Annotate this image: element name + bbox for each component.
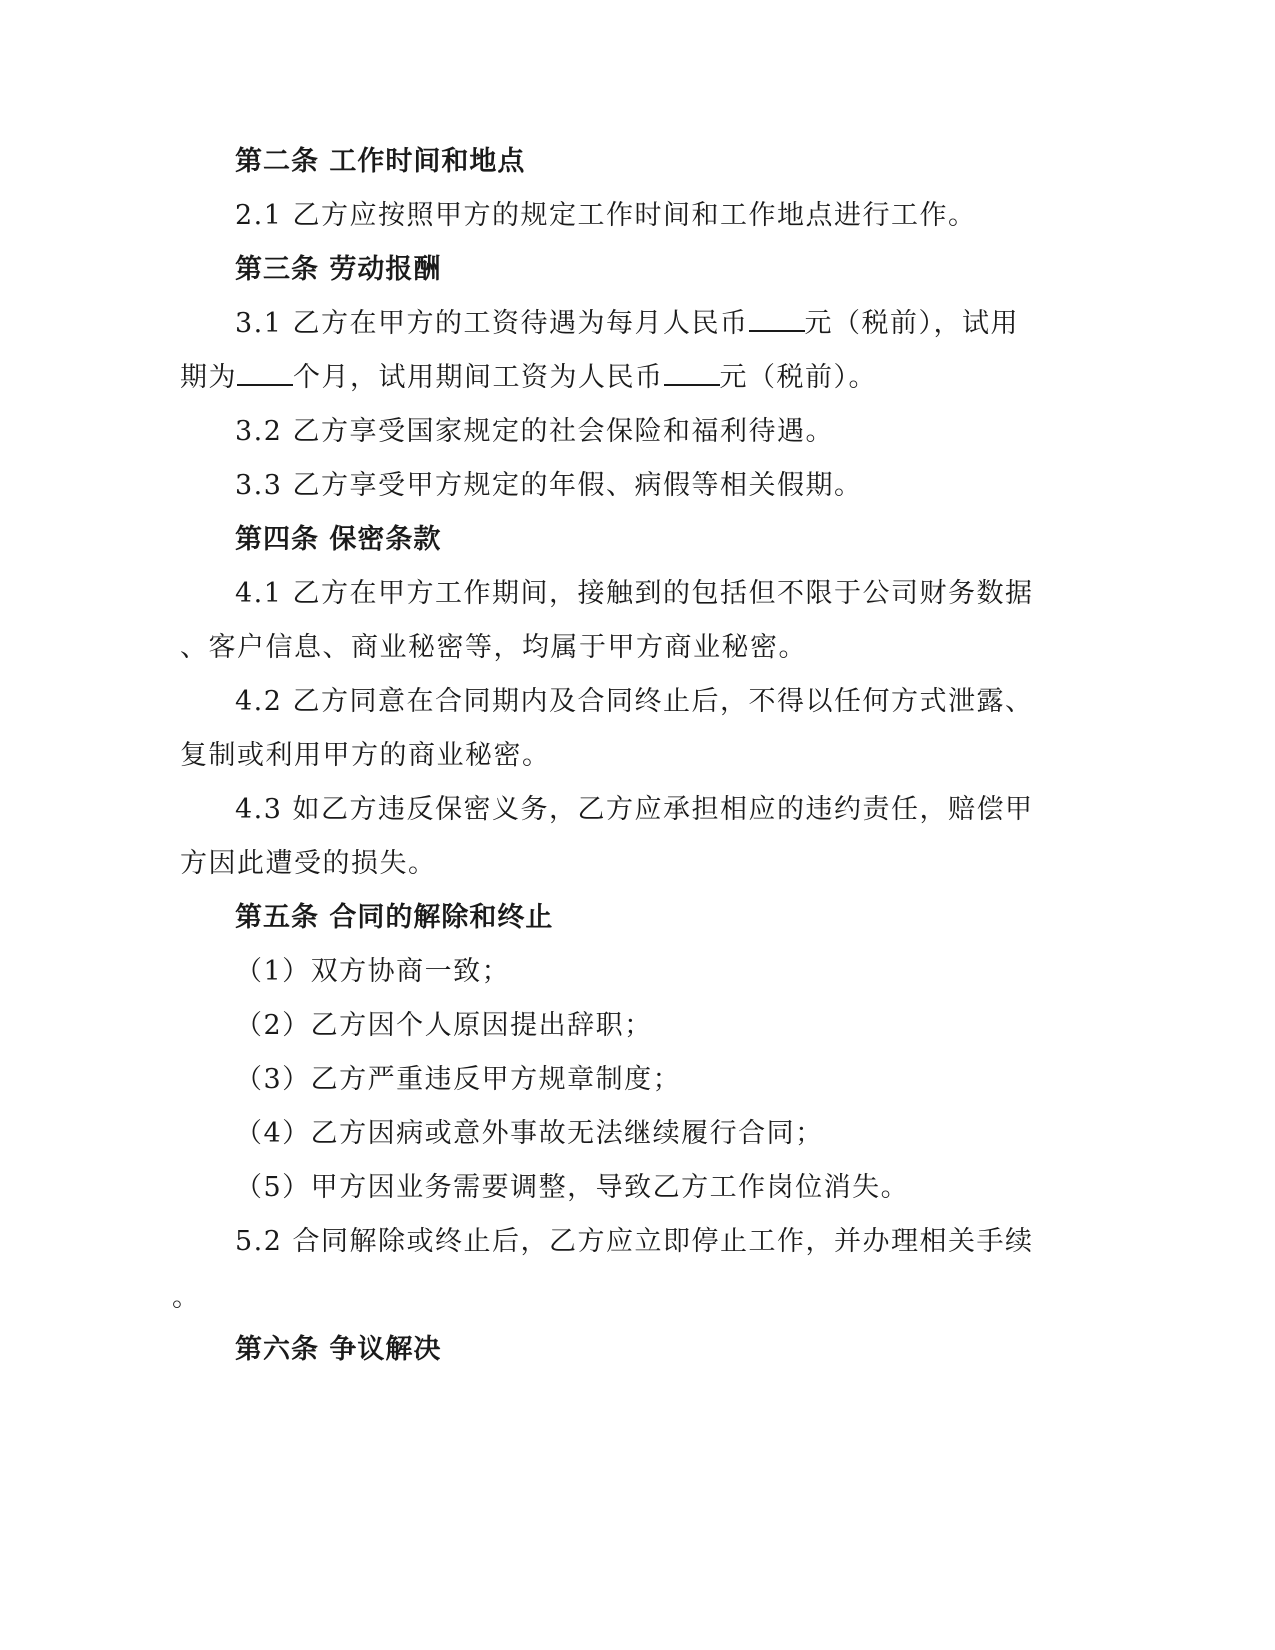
article5-heading: 第五条 合同的解除和终止 xyxy=(235,902,554,933)
clause-3-1-text-b: 元（税前），试用 xyxy=(804,308,1020,339)
clause-5-2-line2: 。 xyxy=(172,1282,201,1313)
clause-4-2-line1: 4.2 乙方同意在合同期内及合同终止后，不得以任何方式泄露、 xyxy=(235,686,1034,717)
clause-3-1-text-d: 个月，试用期间工资为人民币 xyxy=(293,362,664,393)
article2-heading: 第二条 工作时间和地点 xyxy=(235,146,526,177)
termination-item-4: （4）乙方因病或意外事故无法继续履行合同； xyxy=(235,1118,824,1149)
clause-3-1-line1 xyxy=(235,304,1019,344)
clause-4-1-line2: 、客户信息、商业秘密等，均属于甲方商业秘密。 xyxy=(180,632,807,663)
article4-heading: 第四条 保密条款 xyxy=(235,524,442,555)
clause-3-2: 3.2 乙方享受国家规定的社会保险和福利待遇。 xyxy=(235,416,835,447)
termination-item-5: （5）甲方因业务需要调整，导致乙方工作岗位消失。 xyxy=(235,1172,910,1203)
article6-heading: 第六条 争议解决 xyxy=(235,1334,442,1365)
probation-salary-blank xyxy=(664,358,720,386)
termination-item-3: （3）乙方严重违反甲方规章制度； xyxy=(235,1064,682,1095)
clause-3-1-text-c: 期为 xyxy=(180,362,237,393)
clause-3-3: 3.3 乙方享受甲方规定的年假、病假等相关假期。 xyxy=(235,470,863,501)
probation-months-blank xyxy=(237,358,293,386)
termination-item-2: （2）乙方因个人原因提出辞职； xyxy=(235,1010,653,1041)
clause-2-1: 2.1 乙方应按照甲方的规定工作时间和工作地点进行工作。 xyxy=(235,200,977,231)
clause-4-1-line1: 4.1 乙方在甲方工作期间，接触到的包括但不限于公司财务数据 xyxy=(235,578,1034,609)
clause-3-1-line2 xyxy=(180,358,877,398)
clause-5-2-line1: 5.2 合同解除或终止后，乙方应立即停止工作，并办理相关手续 xyxy=(235,1226,1034,1257)
clause-4-2-line2: 复制或利用甲方的商业秘密。 xyxy=(180,740,551,771)
clause-4-3-line1: 4.3 如乙方违反保密义务，乙方应承担相应的违约责任，赔偿甲 xyxy=(235,794,1034,825)
clause-3-1-text-e: 元（税前）。 xyxy=(719,362,877,393)
clause-3-1-text-a: 3.1 乙方在甲方的工资待遇为每月人民币 xyxy=(235,308,749,339)
article3-heading: 第三条 劳动报酬 xyxy=(235,254,442,285)
termination-item-1: （1）双方协商一致； xyxy=(235,956,511,987)
salary-blank xyxy=(749,304,805,332)
clause-4-3-line2: 方因此遭受的损失。 xyxy=(180,848,437,879)
